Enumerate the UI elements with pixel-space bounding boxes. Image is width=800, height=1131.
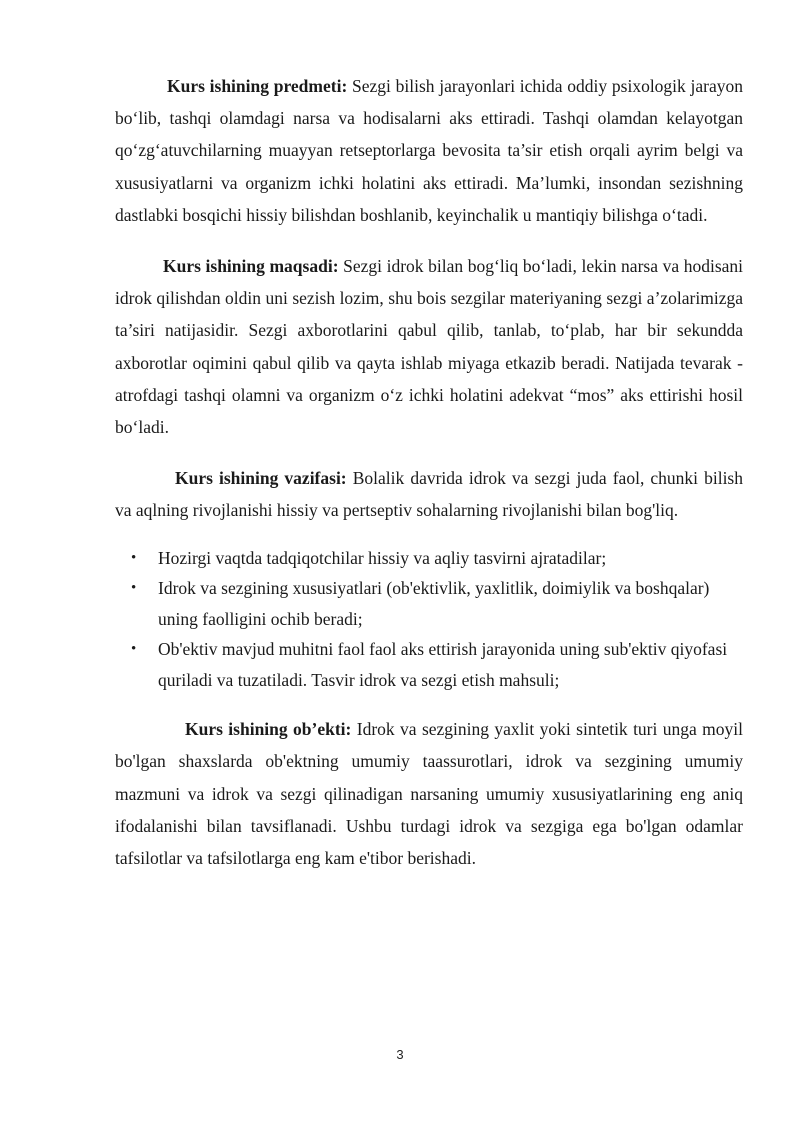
bullet-icon: • [131,641,137,658]
paragraph-obekti [115,713,743,874]
heading-predmeti: Kurs ishining predmeti: [167,76,348,96]
list-item [115,573,743,634]
bullet-icon: • [131,580,137,597]
paragraph-predmeti [115,70,743,231]
bullet-list [115,543,743,696]
list-item-text: Ob'ektiv mavjud muhitni faol faol aks ettirish jarayonida uning sub'ektiv qiyofasi quriladi va tuzatiladi. Tasvir idrok va sezgi etish mahsuli; [158,639,728,690]
list-item-text: Idrok va sezgining xususiyatlari (ob'ektivlik, yaxlitlik, doimiylik va boshqalar) uning faolligini ochib beradi; [158,578,710,629]
heading-obekti: Kurs ishining ob’ekti: [185,719,352,740]
document-page [115,70,743,874]
text-predmeti: Sezgi bilish jarayonlari ichida oddiy psixologik jarayon bo‘lib, tashqi olamdagi narsa va hodisalarni aks ettiradi. Tashqi olamdan kelayotgan qo‘zg‘atuvchilarning muayyan retseptorlarga bevosita ta’sir etish orqali ayrim belgi va xususiyatlarni va organizm ichki holatini aks ettiradi. Ma’lumki, insondan sezishning dastlabki bosqichi hissiy bilishdan boshlanib, keyinchalik u mantiqiy bilishga o‘tadi. [115,76,743,225]
text-obekti: Idrok va sezgining yaxlit yoki sintetik turi unga moyil bo'lgan shaxslarda ob'ektning umumiy taassurotlari, idrok va sezgining umumiy mazmuni va idrok va sezgi qilinadigan narsaning umumiy xususiyatlarining eng aniq ifodalanishi bilan tavsiflanadi. Ushbu turdagi idrok va sezgiga ega bo'lgan odamlar tafsilotlar va tafsilotlarga eng kam e'tibor berishadi. [115,719,743,868]
text-maqsadi: Sezgi idrok bilan bog‘liq bo‘ladi, lekin narsa va hodisani idrok qilishdan oldin uni sezish lozim, shu bois sezgilar materiyaning sezgi a’zolarimizga ta’siri natijasidir. Sezgi axborotlarini qabul qilib, tanlab, to‘plab, har bir sekundda axborotlar oqimini qabul qilib va qayta ishlab miyaga etkazib beradi. Natijada tevarak - atrofdagi tashqi olamni va organizm o‘z ichki holatini adekvat “mos” aks ettirishi hosil bo‘ladi. [115,256,744,438]
paragraph-maqsadi [115,250,743,443]
heading-vazifasi: Kurs ishining vazifasi: [175,468,347,489]
list-item-text: Hozirgi vaqtda tadqiqotchilar hissiy va aqliy tasvirni ajratadilar; [158,547,607,568]
list-item [115,634,743,695]
heading-maqsadi: Kurs ishining maqsadi: [163,256,339,277]
paragraph-vazifasi [115,462,743,526]
text-vazifasi: Bolalik davrida idrok va sezgi juda faol, chunki bilish va aqlning rivojlanishi hissiy va pertseptiv sohalarning rivojlanishi bilan bog'liq. [115,468,743,521]
list-item [115,543,743,574]
page-number: 3 [396,1047,404,1062]
bullet-icon: • [131,549,137,566]
